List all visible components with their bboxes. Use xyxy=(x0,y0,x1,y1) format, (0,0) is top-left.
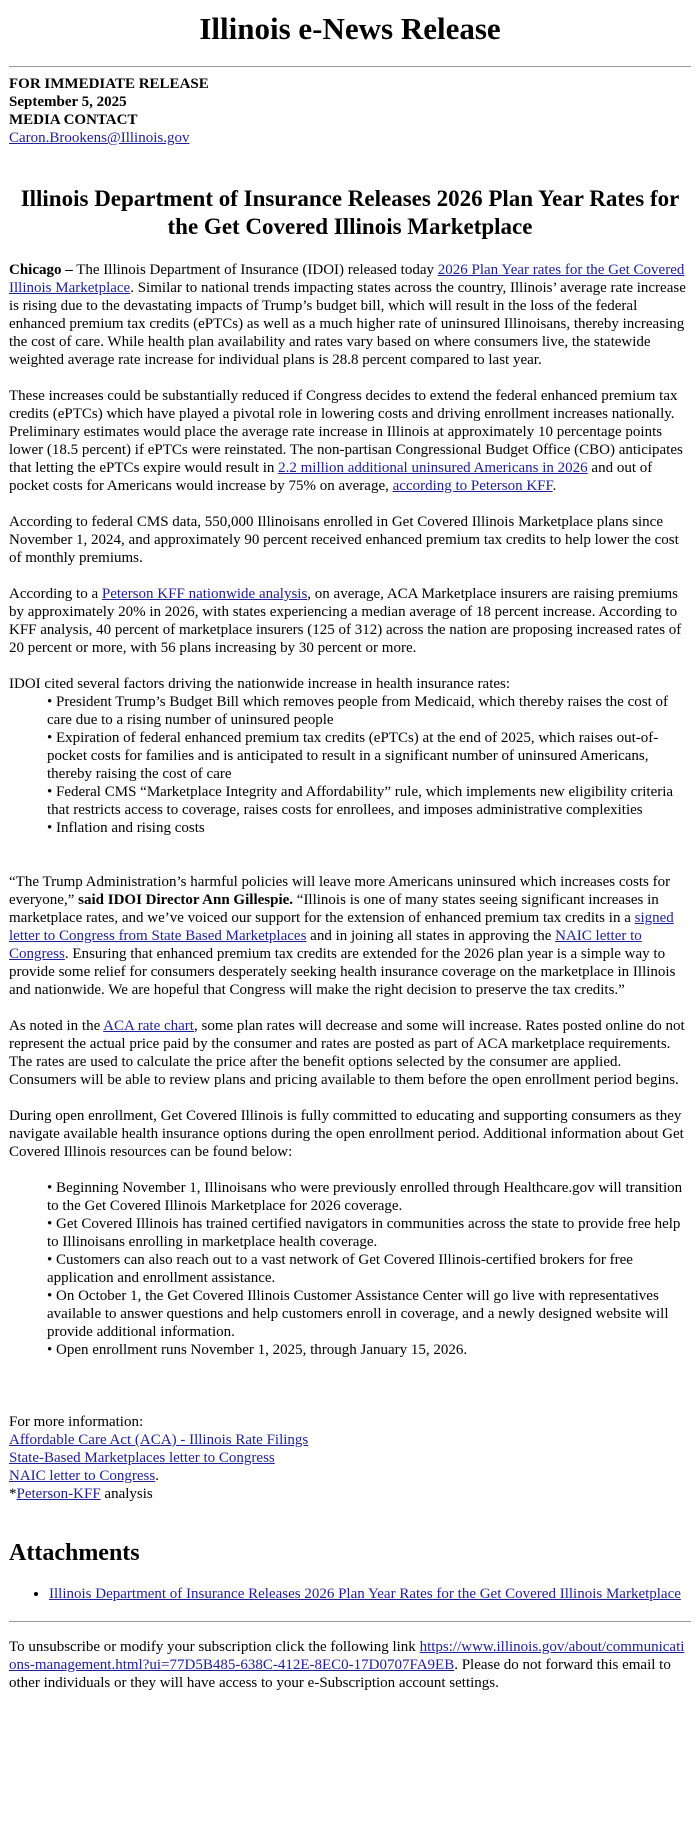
quote-text-1: “The Trump Administration’s harmful policies will leave more Americans uninsured which increases costs for everyone,” xyxy=(9,874,671,908)
analysis-suffix: analysis xyxy=(100,1486,153,1502)
paragraph-kff-analysis xyxy=(9,585,691,657)
footer-unsubscribe xyxy=(9,1638,691,1692)
intro-text-1: The Illinois Department of Insurance (IDOI) released today xyxy=(72,262,438,278)
paragraph-eptc xyxy=(9,387,691,495)
plan-year-rates-link[interactable]: 2026 Plan Year rates for the Get Covered Illinois Marketplace xyxy=(9,262,685,296)
release-meta xyxy=(9,75,691,147)
release-label: FOR IMMEDIATE RELEASE xyxy=(9,76,209,92)
asterisk: * xyxy=(9,1486,17,1502)
attachment-link[interactable]: Illinois Department of Insurance Releases 2026 Plan Year Rates for the Get Covered Illinois Marketplace xyxy=(49,1586,681,1602)
quote-text-4: . Ensuring that enhanced premium tax credits are extended for the 2026 plan year is a simple way to provide some relief for consumers desperately seeking health insurance coverage on the marketplace in Illinois and nationwide. We are hopeful that Congress will make the right decision to preserve the tax credits.” xyxy=(9,946,676,998)
paragraph-open-enrollment: During open enrollment, Get Covered Illinois is fully committed to educating and supporting consumers as they navigate available health insurance options during the open enrollment period. Additional information about Get Covered Illinois resources can be found below: xyxy=(9,1108,684,1160)
quote-attribution: said IDOI Director Ann Gillespie. xyxy=(78,892,294,908)
list-item: • Federal CMS “Marketplace Integrity and Affordability” rule, which implements new eligibility criteria that restricts access to coverage, raises costs for enrollees, and imposes administrative complexities xyxy=(47,784,674,818)
kff-text-1: According to a xyxy=(9,586,102,602)
intro-text-2: . Similar to national trends impacting states across the country, Illinois’ average rate increase is rising due to the devastating impacts of Trump’s budget bill, which will result in the loss of the federal enhanced premium tax credits (ePTCs) as well as a much higher rate of uninsured Illinoisans, thereby increasing the cost of care. While health plan availability and rates vary based on where consumers live, the statewide weighted average rate increase for individual plans is 28.8 percent compared to last year. xyxy=(9,280,686,368)
factors-list xyxy=(9,693,691,837)
bottom-divider xyxy=(9,1621,691,1622)
headline: Illinois Department of Insurance Releases 2026 Plan Year Rates for the Get Covered Illinois Marketplace xyxy=(20,186,680,239)
peterson-kff-link[interactable]: according to Peterson KFF xyxy=(392,478,553,494)
list-item: • On October 1, the Get Covered Illinois Customer Assistance Center will go live with representatives available to answer questions and help customers enroll in coverage, and a newly designed website will provide additional information. xyxy=(47,1288,669,1340)
sbm-letter-link-2[interactable]: State-Based Marketplaces letter to Congress xyxy=(9,1450,275,1466)
top-divider xyxy=(9,66,691,67)
list-item: • Get Covered Illinois has trained certified navigators in communities across the state to provide free help to Illinoisans enrolling in marketplace health coverage. xyxy=(47,1216,681,1250)
media-contact-label: MEDIA CONTACT xyxy=(9,112,138,128)
more-info-section xyxy=(9,1413,691,1503)
quote-text-2: “Illinois is one of many states seeing significant increases in marketplace rates, and we’ve voiced our support for the extension of enhanced premium tax credits in a xyxy=(9,892,659,926)
more-info-label: For more information: xyxy=(9,1414,144,1430)
release-date: September 5, 2025 xyxy=(9,94,127,110)
eptc-text-3: . xyxy=(552,478,557,494)
sbm-letter-link[interactable]: signed letter to Congress from State Based Marketplaces xyxy=(9,910,674,944)
naic-period: . xyxy=(155,1468,159,1484)
rate-chart-text-2: , some plan rates will decrease and some will increase. Rates posted online do not represent the actual price paid by the consumer and rates are posted as part of ACA marketplace requirements. The rates are used to calculate the price after the benefit options selected by the consumer are applied. Consumers will be able to review plans and pricing available to them before the open enrollment period begins. xyxy=(9,1018,685,1088)
resources-list xyxy=(9,1179,691,1359)
naic-letter-link-2[interactable]: NAIC letter to Congress xyxy=(9,1468,156,1484)
list-item: • President Trump’s Budget Bill which removes people from Medicaid, which thereby raises the cost of care due to a rising number of uninsured people xyxy=(47,694,668,728)
paragraph-rate-chart xyxy=(9,1017,691,1089)
kff-nationwide-analysis-link[interactable]: Peterson KFF nationwide analysis xyxy=(101,586,308,602)
peterson-kff-analysis-link[interactable]: Peterson-KFF xyxy=(16,1486,101,1502)
attachments-list xyxy=(9,1585,691,1603)
paragraph-director-quote xyxy=(9,873,691,999)
aca-rate-chart-link[interactable]: ACA rate chart xyxy=(103,1018,194,1034)
list-item: • Inflation and rising costs xyxy=(47,820,205,836)
paragraph-cms-data: According to federal CMS data, 550,000 Illinoisans enrolled in Get Covered Illinois Marketplace plans since November 1, 2024, and approximately 90 percent received enhanced premium tax credits to help lower the cost of monthly premiums. xyxy=(9,514,679,566)
footer-text-1: To unsubscribe or modify your subscription click the following link xyxy=(9,1639,420,1655)
list-item: • Expiration of federal enhanced premium tax credits (ePTCs) at the end of 2025, which raises out-of-pocket costs for families and is anticipated to result in a significant number of uninsured Americans, thereby raising the cost of care xyxy=(47,730,659,782)
list-item xyxy=(49,1585,691,1603)
list-item: • Customers can also reach out to a vast network of Get Covered Illinois-certified brokers for free application and enrollment assistance. xyxy=(47,1252,633,1286)
rate-chart-text-1: As noted in the xyxy=(9,1018,104,1034)
footer-text-2: . Please do not forward this email to other individuals or they will have access to your e-Subscription account settings. xyxy=(9,1657,671,1691)
paragraph-intro xyxy=(9,261,691,369)
banner-title: Illinois e-News Release xyxy=(199,11,501,46)
dateline: Chicago – xyxy=(9,262,73,278)
attachments-heading: Attachments xyxy=(9,1540,140,1566)
list-item: • Beginning November 1, Illinoisans who were previously enrolled through Healthcare.gov will transition to the Get Covered Illinois Marketplace for 2026 coverage. xyxy=(47,1180,683,1214)
kff-text-2: , on average, ACA Marketplace insurers are raising premiums by approximately 20% in 2026, with states experiencing a median average of 18 percent increase. According to KFF analysis, 40 percent of marketplace insurers (125 of 312) across the nation are proposing increased rates of 20 percent or more, with 56 plans increasing by 30 percent or more. xyxy=(9,586,682,656)
eptc-text-2: and out of pocket costs for Americans would increase by 75% on average, xyxy=(9,460,653,494)
aca-rate-filings-link[interactable]: Affordable Care Act (ACA) - Illinois Rate Filings xyxy=(9,1432,309,1448)
factors-intro: IDOI cited several factors driving the nationwide increase in health insurance rates: xyxy=(9,676,511,692)
media-contact-email-link[interactable]: Caron.Brookens@Illinois.gov xyxy=(9,130,190,146)
uninsured-americans-link[interactable]: 2.2 million additional uninsured Americans in 2026 xyxy=(278,460,588,476)
naic-letter-link[interactable]: NAIC letter to Congress xyxy=(9,928,642,962)
eptc-text-1: These increases could be substantially reduced if Congress decides to extend the federal enhanced premium tax credits (ePTCs) which have played a pivotal role in lowering costs and driving enrollment increases nationally. Preliminary estimates would place the average rate increase in Illinois at approximately 10 percentage points lower (18.5 percent) if ePTCs were reinstated. The non-partisan Congressional Budget Office (CBO) anticipates that letting the ePTCs expire would result in xyxy=(9,388,683,476)
quote-text-3: and in joining all states in approving the xyxy=(306,928,556,944)
list-item: • Open enrollment runs November 1, 2025, through January 15, 2026. xyxy=(47,1342,468,1358)
unsubscribe-link[interactable]: https://www.illinois.gov/about/communications-management.html?ui=77D5B485-638C-412E-8EC0-17D0707FA9EB xyxy=(9,1639,685,1673)
